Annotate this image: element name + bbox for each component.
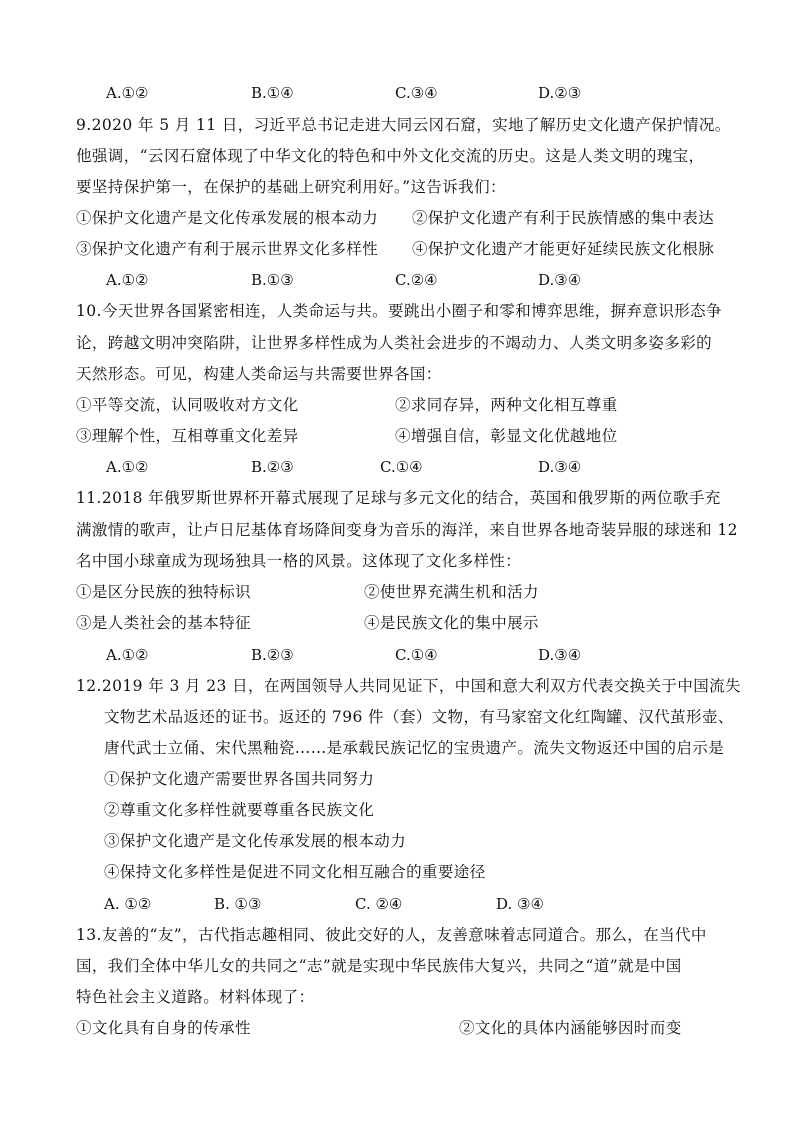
q8-option-d: D.②③ bbox=[538, 84, 582, 102]
q12-option-b: B. ①③ bbox=[214, 895, 262, 913]
q9-statement-4: ④保护文化遗产才能更好延续民族文化根脉 bbox=[412, 240, 715, 258]
q13-statement-1: ①文化具有自身的传承性 bbox=[76, 1019, 251, 1037]
q9-statement-1: ①保护文化遗产是文化传承发展的根本动力 bbox=[76, 209, 379, 227]
q8-option-a: A.①② bbox=[106, 84, 149, 102]
q11-option-d: D.③④ bbox=[538, 646, 582, 664]
q12-statement-3: ③保护文化遗产是文化传承发展的根本动力 bbox=[104, 832, 407, 850]
q12-statement-2: ②尊重文化多样性就要尊重各民族文化 bbox=[104, 801, 375, 819]
q10-option-d: D.③④ bbox=[538, 458, 582, 476]
q11-stem-line-3: 名中国小球童成为现场独具一格的风景。这体现了文化多样性： bbox=[76, 552, 522, 570]
q10-stem-line-3: 天然形态。可见，构建人类命运与共需要世界各国： bbox=[76, 365, 442, 383]
q12-stem-line-1: 12.2019 年 3 月 23 日，在两国领导人共同见证下，中国和意大利双方代表交换关于中国流失 bbox=[76, 677, 741, 695]
q11-statement-2: ②使世界充满生机和活力 bbox=[364, 583, 539, 601]
q12-option-c: C. ②④ bbox=[355, 895, 403, 913]
q11-stem-line-2: 满激情的歌声，让卢日尼基体育场降间变身为音乐的海洋，来自世界各地奇装异服的球迷和 12 bbox=[76, 521, 738, 539]
q12-option-d: D. ③④ bbox=[496, 895, 544, 913]
q12-statement-4: ④保持文化多样性是促进不同文化相互融合的重要途径 bbox=[104, 863, 486, 881]
q11-statement-3: ③是人类社会的基本特征 bbox=[76, 614, 251, 632]
q13-stem-line-3: 特色社会主义道路。材料体现了： bbox=[76, 988, 315, 1006]
q9-stem-line-3: 要坚持保护第一，在保护的基础上研究利用好。”这告诉我们： bbox=[76, 178, 506, 196]
q10-statement-1: ①平等交流，认同吸收对方文化 bbox=[76, 396, 299, 414]
q9-option-d: D.③④ bbox=[538, 271, 582, 289]
q13-stem-line-2: 国，我们全体中华儿女的共同之“志”就是实现中华民族伟大复兴，共同之“道”就是中国 bbox=[76, 957, 682, 975]
q11-statement-1: ①是区分民族的独特标识 bbox=[76, 583, 251, 601]
q11-option-a: A.①② bbox=[106, 646, 149, 664]
q10-stem-line-2: 论，跨越文明冲突陷阱，让世界多样性成为人类社会进步的不竭动力、人类文明多姿多彩的 bbox=[76, 334, 713, 352]
q13-statement-2: ②文化的具体内涵能够因时而变 bbox=[459, 1019, 682, 1037]
q10-statement-4: ④增强自信，彰显文化优越地位 bbox=[395, 427, 618, 445]
q10-statement-3: ③理解个性，互相尊重文化差异 bbox=[76, 427, 299, 445]
q12-stem-line-3: 唐代武士立俑、宋代黑釉瓷……是承载民族记忆的宝贵遗产。流失文物返还中国的启示是 bbox=[104, 739, 725, 757]
q9-option-a: A.①② bbox=[106, 271, 149, 289]
q8-option-c: C.③④ bbox=[395, 84, 438, 102]
q9-option-c: C.②④ bbox=[395, 271, 438, 289]
q11-statement-4: ④是民族文化的集中展示 bbox=[364, 614, 539, 632]
q8-option-b: B.①④ bbox=[251, 84, 294, 102]
q9-statement-3: ③保护文化遗产有利于展示世界文化多样性 bbox=[76, 240, 379, 258]
q9-statement-2: ②保护文化遗产有利于民族情感的集中表达 bbox=[412, 209, 715, 227]
q10-option-b: B.②③ bbox=[251, 458, 294, 476]
q10-option-a: A.①② bbox=[106, 458, 149, 476]
q9-option-b: B.①③ bbox=[251, 271, 294, 289]
q11-option-c: C.①④ bbox=[395, 646, 438, 664]
q10-statement-2: ②求同存异，两种文化相互尊重 bbox=[395, 396, 618, 414]
q9-stem-line-1: 9.2020 年 5 月 11 日，习近平总书记走进大同云冈石窟，实地了解历史文化遗产保护情况。 bbox=[76, 116, 731, 134]
q9-stem-line-2: 他强调，“云冈石窟体现了中华文化的特色和中外文化交流的历史。这是人类文明的瑰宝， bbox=[76, 147, 705, 165]
q12-option-a: A. ①② bbox=[104, 895, 152, 913]
q12-statement-1: ①保护文化遗产需要世界各国共同努力 bbox=[104, 770, 375, 788]
q10-stem-line-1: 10.今天世界各国紧密相连，人类命运与共。要跳出小圈子和零和博弈思维，摒弃意识形态争 bbox=[76, 302, 722, 320]
q13-stem-line-1: 13.友善的“友”，古代指志趣相同、彼此交好的人，友善意味着志同道合。那么，在当代中 bbox=[76, 926, 707, 944]
q12-stem-line-2: 文物艺术品返还的证书。返还的 796 件（套）文物，有马家窑文化红陶罐、汉代茧形壶、 bbox=[104, 708, 734, 726]
q11-stem-line-1: 11.2018 年俄罗斯世界杯开幕式展现了足球与多元文化的结合，英国和俄罗斯的两位歌手充 bbox=[76, 489, 721, 507]
q10-option-c: C.①④ bbox=[380, 458, 423, 476]
q11-option-b: B.②③ bbox=[251, 646, 294, 664]
